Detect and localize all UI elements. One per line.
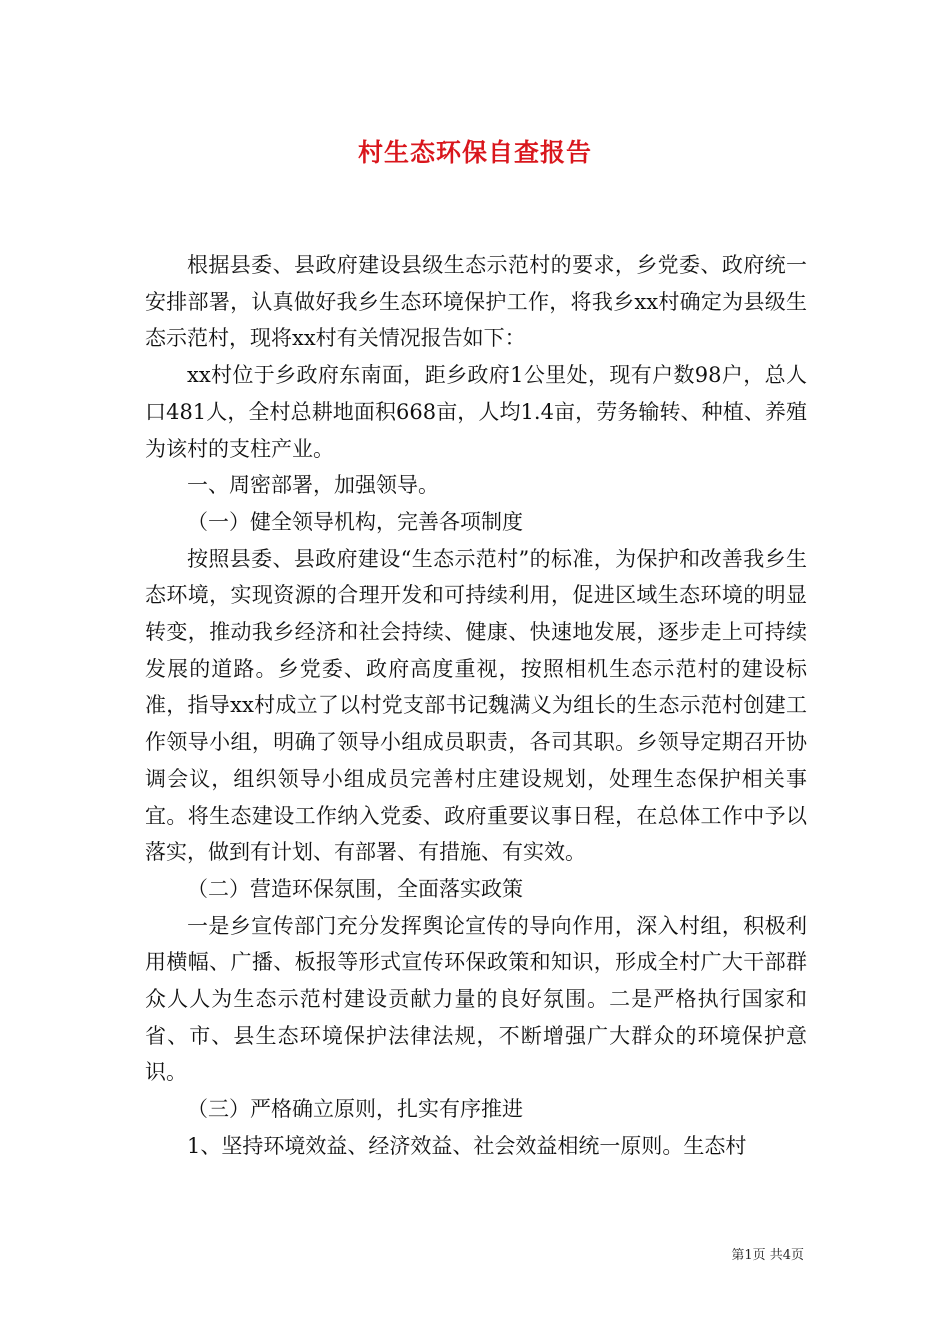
paragraph-publicity: 一是乡宣传部门充分发挥舆论宣传的导向作用，深入村组，积极利用横幅、广播、板报等形式宣传环保政策和知识，形成全村广大干部群众人人为生态示范村建设贡献力量的良好氛围。二是严格执行国家和省、市、县生态环境保护法律法规，不断增强广大群众的环境保护意识。 bbox=[145, 913, 807, 1085]
subsection-heading-3: （三）严格确立原则，扎实有序推进 bbox=[187, 1097, 523, 1122]
paragraph-leadership: 按照县委、县政府建设“生态示范村”的标准，为保护和改善我乡生态环境，实现资源的合理开发和可持续利用，促进区域生态环境的明显转变，推动我乡经济和社会持续、健康、快速地发展，逐步走上可持续发展的道路。乡党委、政府高度重视，按照相机生态示范村的建设标准，指导xx村成立了以村党支部书记魏满义为组长的生态示范村创建工作领导小组，明确了领导小组成员职责，各司其职。乡领导定期召开协调会议，组织领导小组成员完善村庄建设规划，处理生态保护相关事宜。将生态建设工作纳入党委、政府重要议事日程，在总体工作中予以落实，做到有计划、有部署、有措施、有实效。 bbox=[145, 546, 807, 865]
subsection-heading-1: （一）健全领导机构，完善各项制度 bbox=[187, 509, 523, 534]
paragraph-village-overview: xx村位于乡政府东南面，距乡政府1公里处，现有户数98户，总人口481人，全村总耕地面积668亩，人均1.4亩，劳务输转、种植、养殖为该村的支柱产业。 bbox=[145, 363, 807, 461]
subsection-heading-2: （二）营造环保氛围，全面落实政策 bbox=[187, 876, 523, 901]
document-body bbox=[145, 247, 807, 1165]
paragraph-principle-1: 1、坚持环境效益、经济效益、社会效益相统一原则。生态村 bbox=[187, 1133, 747, 1158]
paragraph-intro: 根据县委、县政府建设县级生态示范村的要求，乡党委、政府统一安排部署，认真做好我乡生态环境保护工作，将我乡xx村确定为县级生态示范村，现将xx村有关情况报告如下： bbox=[145, 253, 807, 351]
section-heading-1: 一、周密部署，加强领导。 bbox=[187, 473, 439, 498]
document-title: 村生态环保自查报告 bbox=[357, 138, 592, 167]
page-number: 第1页 共4页 bbox=[731, 1248, 804, 1263]
